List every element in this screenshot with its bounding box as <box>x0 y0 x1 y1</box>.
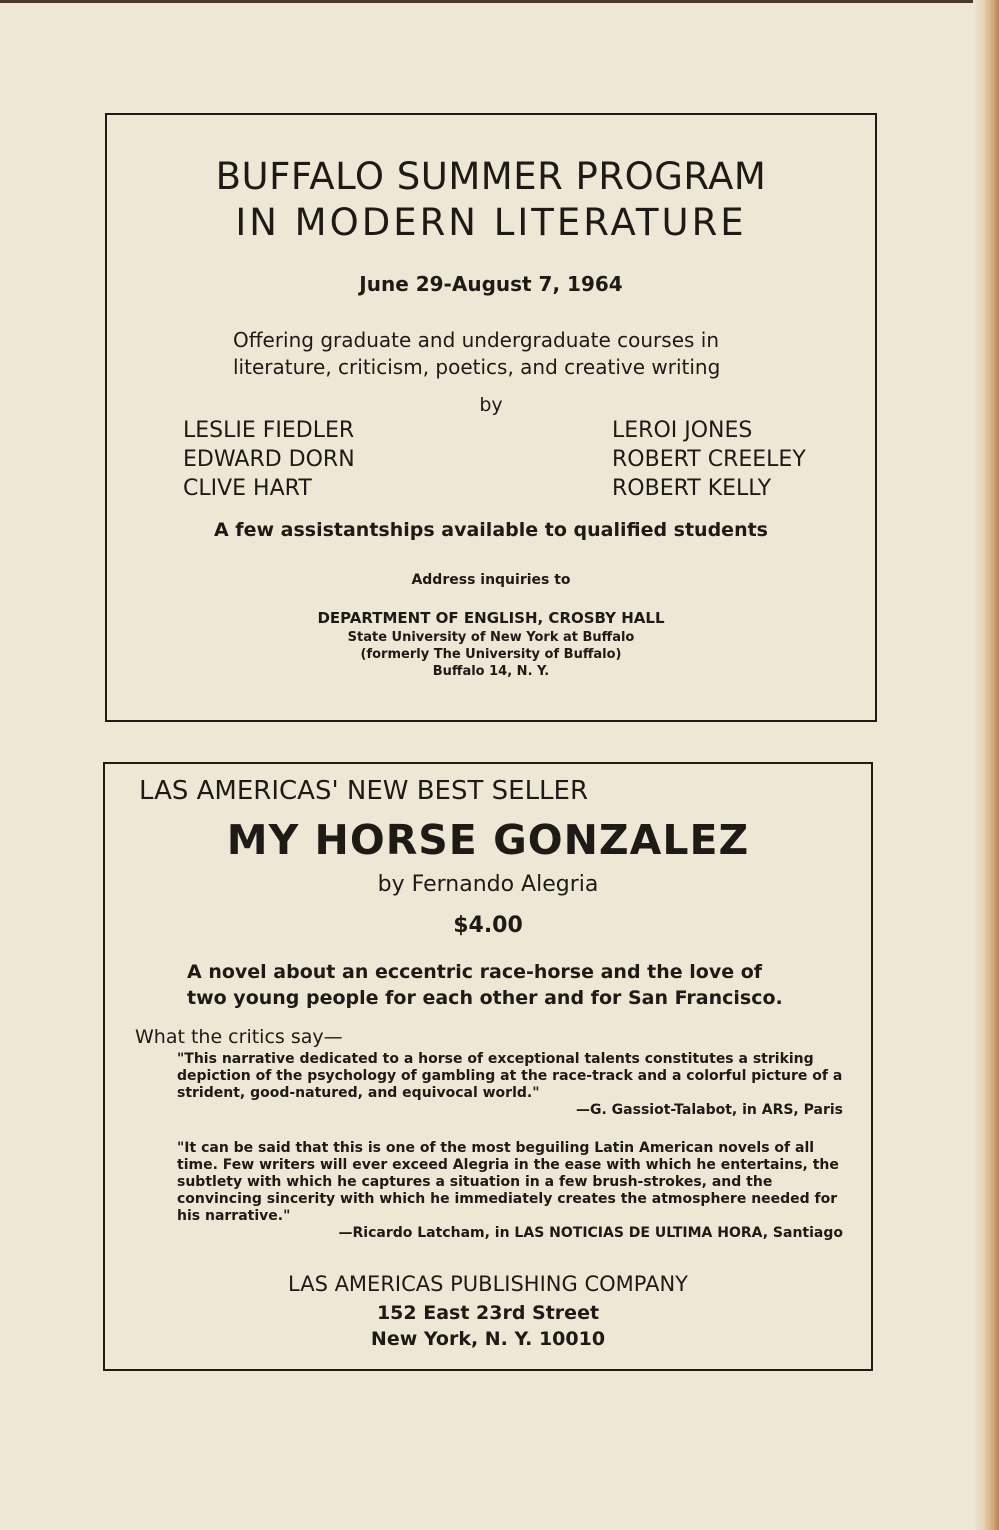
ad2-critics-heading: What the critics say— <box>135 1026 343 1048</box>
ad1-by: by <box>479 394 503 416</box>
critic-quote: "It can be said that this is one of the most beguiling Latin American novels of all time. Few writers will ever exceed Alegria in the ease with which he entertains, the subtlety with which he captures a situation in a few brush-strokes, and the convincing sincerity with which he immediately creates the atmosphere needed for his narrative." <box>177 1140 839 1224</box>
ad2-author: by Fernando Alegria <box>377 872 599 897</box>
ad1-offering-line1: Offering graduate and undergraduate courses in <box>233 328 720 352</box>
ad1-title-line2: IN MODERN LITERATURE <box>235 201 747 244</box>
critic-quote: "This narrative dedicated to a horse of exceptional talents constitutes a striking depiction of the psychology of gambling at the race-track and a colorful picture of a strident, good-natured, and equivocal world." <box>177 1051 843 1101</box>
ad1-address-line: State University of New York at Buffalo <box>347 630 635 645</box>
ad2-publisher: LAS AMERICAS PUBLISHING COMPANY <box>288 1272 688 1296</box>
ad1-address-line: Buffalo 14, N. Y. <box>432 664 550 679</box>
ad1-department: DEPARTMENT OF ENGLISH, CROSBY HALL <box>317 609 665 627</box>
faculty-name: LESLIE FIEDLER <box>183 418 355 443</box>
ad1-offering-line2: literature, criticism, poetics, and creative writing <box>233 355 721 379</box>
ad2-price: $4.00 <box>453 913 523 938</box>
faculty-name: ROBERT KELLY <box>612 476 772 501</box>
faculty-name: ROBERT CREELEY <box>612 447 806 472</box>
critic-attribution: —Ricardo Latcham, in LAS NOTICIAS DE ULTIMA HORA, Santiago <box>338 1225 843 1241</box>
ad2-kicker: LAS AMERICAS' NEW BEST SELLER <box>139 776 589 806</box>
ad1-title-line1: BUFFALO SUMMER PROGRAM <box>215 155 767 198</box>
ad1-address-intro: Address inquiries to <box>411 572 571 588</box>
faculty-name: EDWARD DORN <box>183 447 355 472</box>
ad1-dates: June 29-August 7, 1964 <box>359 272 623 296</box>
ad1-assistantships: A few assistantships available to qualified students <box>213 519 768 541</box>
page-edge-shadow <box>973 0 999 1530</box>
ad2-description-line1: A novel about an eccentric race-horse and the love of <box>187 961 763 983</box>
ad2-publisher-street: 152 East 23rd Street <box>376 1302 600 1324</box>
ad2-book-title: MY HORSE GONZALEZ <box>226 816 750 864</box>
page-top-rule <box>0 0 999 3</box>
ad2-description-line2: two young people for each other and for San Francisco. <box>187 987 783 1009</box>
faculty-name: LEROI JONES <box>612 418 753 443</box>
my-horse-gonzalez-ad <box>103 762 873 1371</box>
ad1-address-line: (formerly The University of Buffalo) <box>360 647 622 662</box>
ad2-publisher-city: New York, N. Y. 10010 <box>370 1328 606 1350</box>
critic-attribution: —G. Gassiot-Talabot, in ARS, Paris <box>575 1102 843 1118</box>
buffalo-program-ad <box>105 113 877 722</box>
faculty-name: CLIVE HART <box>183 476 312 501</box>
